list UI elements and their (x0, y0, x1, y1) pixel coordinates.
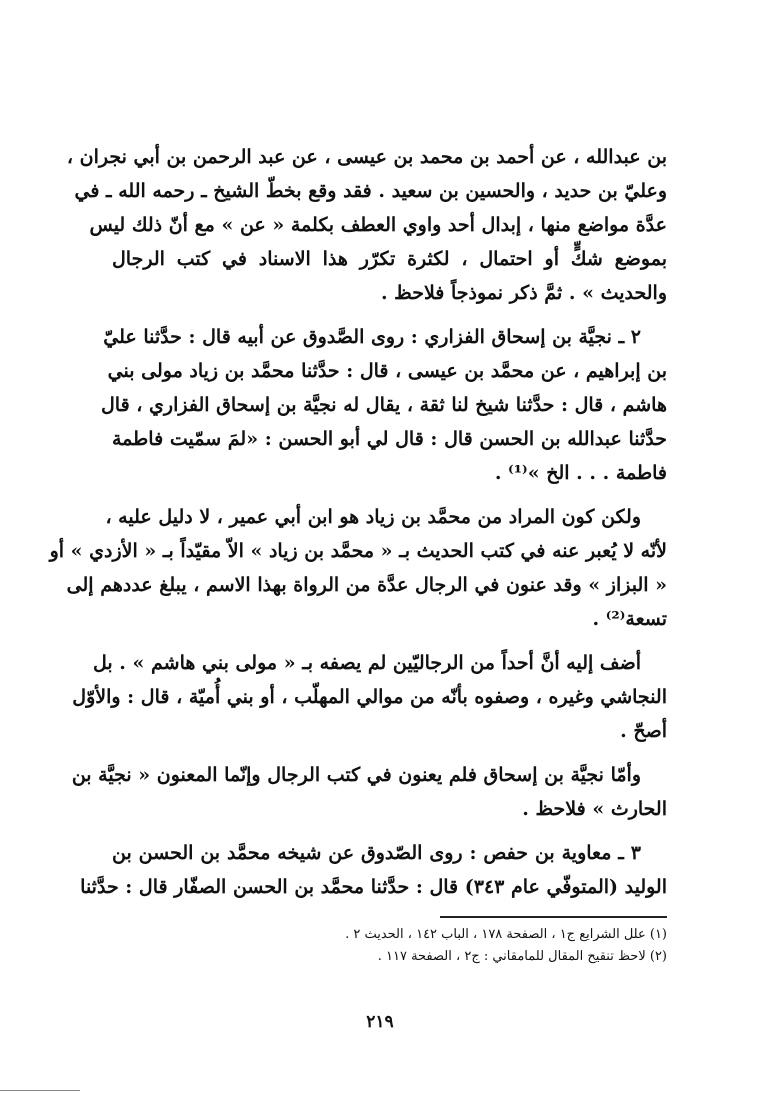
text-line: بن عبدالله ، عن أحمد بن محمد بن عيسى ، عن عبد الرحمن بن أبي نجران ، (66, 146, 667, 168)
paragraph-4 (72, 646, 667, 748)
footnote-1: (١) علل الشرايع ج١ ، الصفحة ١٧٨ ، الباب ١٤٢ ، الحديث ٢ . (345, 927, 667, 942)
text-line: النجاشي وغيره ، وصفوه بأنّه من موالي المهلّب ، أو بني أُميّة ، قال : والأوّل (72, 686, 667, 708)
footnote-2: (٢) لاحظ تنقيح المقال للمامقاني : ج٢ ، الصفحة ١١٧ . (377, 949, 667, 964)
text-line: هاشم ، قال : حدَّثنا شيخ لنا ثقة ، يقال له نجيَّة بن إسحاق الفزاري ، قال (101, 394, 667, 416)
paragraph-6 (80, 836, 667, 904)
text-line: الحارث » فلاحظ . (522, 798, 667, 820)
text-line: بموضع شكٍّ أو احتمال ، لكثرة تكرّر هذا الاسناد في كتب الرجال (112, 248, 667, 270)
text-line: وأمّا نجيَّة بن إسحاق فلم يعنون في كتب الرجال وإنّما المعنون « نجيَّة بن (71, 764, 641, 786)
paragraph-3 (49, 500, 667, 636)
text-line: حدَّثنا عبدالله بن الحسن قال : قال لي أبو الحسن : «لمَ سمّيت فاطمة (112, 428, 667, 450)
footnotes (112, 924, 667, 968)
text-line: وعليّ بن حديد ، والحسين بن سعيد . فقد وقع بخطّ الشيخ ـ رحمه الله ـ في (74, 180, 667, 202)
text-line: أضف إليه أنَّ أحداً من الرجاليّين لم يصفه بـ « مولى بني هاشم » . بل (93, 652, 641, 674)
scan-edge-line (0, 1090, 80, 1091)
footnote-divider (440, 916, 667, 918)
paragraph-1 (66, 140, 667, 310)
text-line: والحديث » . ثمَّ ذكر نموذجاً فلاحظ . (380, 282, 667, 304)
text-line: تسعة⁽²⁾ . (592, 608, 667, 630)
text-line: أصحّ . (620, 720, 667, 742)
paragraph-2 (101, 320, 667, 490)
page-body (49, 140, 667, 914)
text-line: بن إبراهيم ، عن محمَّد بن عيسى ، قال : حدَّثنا محمَّد بن زياد مولى بني (107, 360, 667, 382)
text-line: ٣ ـ معاوية بن حفص : روى الصّدوق عن شيخه محمَّد بن الحسن بن (112, 842, 641, 864)
text-line: « البزاز » وقد عنون في الرجال عدَّة من الرواة بهذا الاسم ، يبلغ عددهم إلى (66, 574, 667, 596)
text-line: عدَّة مواضع منها ، إبدال أحد واوي العطف بكلمة « عن » مع أنّ ذلك ليس (89, 214, 667, 236)
text-line: ولكن كون المراد من محمَّد بن زياد هو ابن أبي عمير ، لا دليل عليه ، (105, 506, 641, 528)
paragraph-5 (71, 758, 667, 826)
text-line: فاطمة . . . الخ »⁽¹⁾ . (494, 462, 667, 484)
page-number: ٢١٩ (366, 1012, 394, 1032)
text-line: الوليد (المتوفّي عام ٣٤٣) قال : حدَّثنا محمَّد بن الحسن الصفّار قال : حدَّثنا (80, 876, 667, 898)
text-line: ٢ ـ نجيَّة بن إسحاق الفزاري : روى الصَّدوق عن أبيه قال : حدَّثنا عليّ (103, 326, 641, 348)
text-line: لأنّه لا يُعبر عنه في كتب الحديث بـ « محمَّد بن زياد » الاّ مقيّداً بـ « الأزدي » أو (49, 540, 667, 562)
